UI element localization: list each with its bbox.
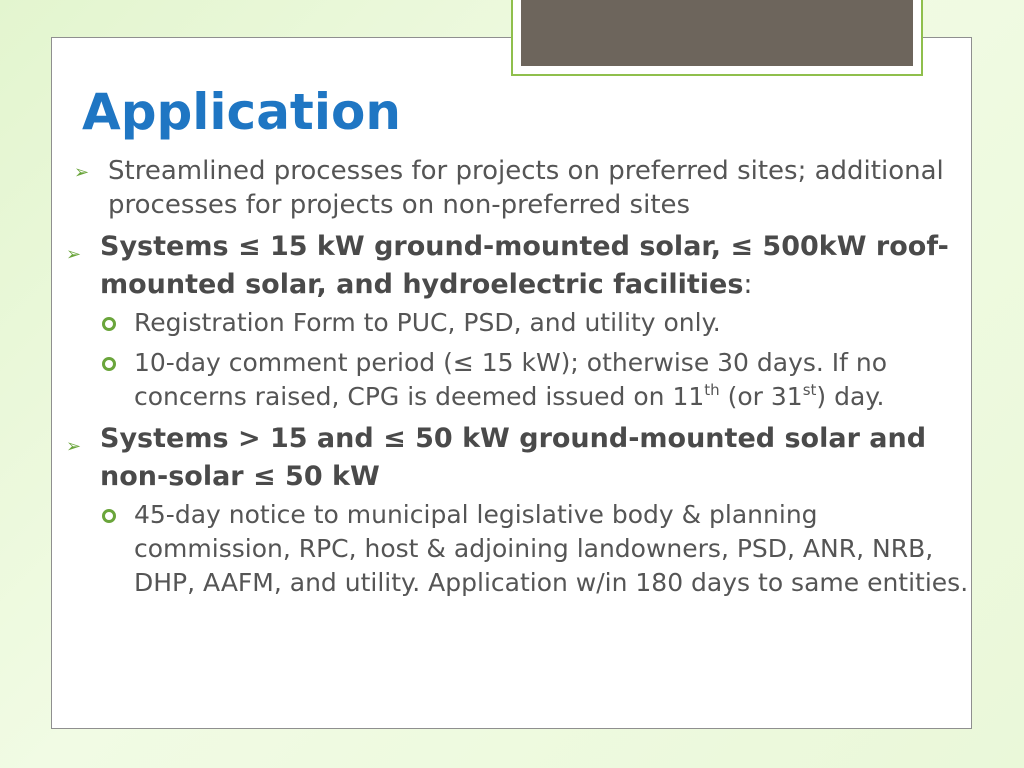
- sub-bullet-text-a: 10-day comment period (≤ 15 kW); otherwise 30 days. If no concerns raised, CPG is deemed issued on 11: [134, 348, 888, 411]
- arrowhead-bullet-icon: ➢: [74, 162, 90, 183]
- sub-bullet-text-c: ) day.: [816, 382, 885, 411]
- arrowhead-bullet-icon: ➢: [66, 244, 82, 265]
- bullet-heading: Systems > 15 and ≤ 50 kW ground-mounted solar and non-solar ≤ 50 kW: [100, 423, 927, 492]
- slide-content: [66, 154, 972, 606]
- header-tab-fill: [521, 0, 913, 66]
- bullet-small-systems: [66, 228, 972, 304]
- ring-bullet-icon: [102, 317, 116, 331]
- sub-bullet-text-b: (or 31: [719, 382, 803, 411]
- bullet-streamlined: [66, 154, 972, 222]
- sub-bullet-text: 45-day notice to municipal legislative body & planning commission, RPC, host & adjoining landowners, PSD, ANR, NRB, DHP, AAFM, and utility. Application w/in 180 days to same entities.: [134, 500, 969, 597]
- ordinal-th: th: [704, 381, 720, 399]
- bullet-colon: :: [743, 269, 753, 300]
- sub-bullet-comment-period: [102, 346, 972, 414]
- ordinal-st: st: [802, 381, 817, 399]
- ring-bullet-icon: [102, 509, 116, 523]
- bullet-medium-systems: [66, 420, 972, 496]
- header-tab: [511, 0, 923, 76]
- sub-bullet-registration: [102, 306, 972, 340]
- ring-bullet-icon: [102, 357, 116, 371]
- slide-title: Application: [82, 83, 401, 141]
- arrowhead-bullet-icon: ➢: [66, 436, 82, 457]
- sub-bullet-text: Registration Form to PUC, PSD, and utility only.: [134, 308, 721, 337]
- sub-bullet-notice: [102, 498, 972, 600]
- bullet-text: Streamlined processes for projects on preferred sites; additional processes for projects on non-preferred sites: [108, 156, 944, 220]
- bullet-heading: Systems ≤ 15 kW ground-mounted solar, ≤ 500kW roof-mounted solar, and hydroelectric facilities: [100, 231, 949, 300]
